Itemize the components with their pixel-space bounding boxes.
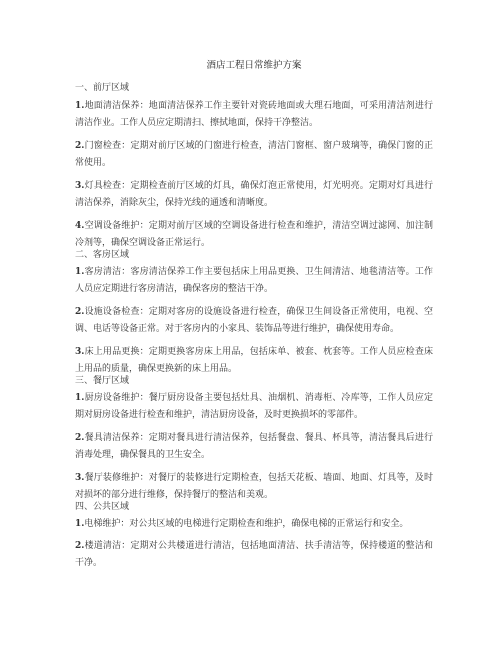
item-text: 门窗检查：定期对前厅区域的门窗进行检查，清洁门窗框、窗户玻璃等，确保门窗的正常使用。 [75, 141, 433, 168]
item-text: 餐厅装修维护：对餐厅的装修进行定期检查，包括天花板、墙面、地面、灯具等，及时对损坏的部分进行维修，保持餐厅的整洁和美观。 [75, 473, 433, 500]
item-text: 餐具清洁保养：定期对餐具进行清洁保养，包括餐盘、餐具、杯具等，清洁餐具后进行消毒处理，确保餐具的卫生安全。 [75, 433, 433, 460]
paragraph [75, 390, 433, 424]
item-number: 3. [75, 347, 85, 357]
item-text: 厨房设备维护：餐厅厨房设备主要包括灶具、油烟机、消毒柜、冷库等，工作人员应定期对厨房设备进行检查和维护，清洁厨房设备，及时更换损坏的零部件。 [75, 393, 433, 420]
item-text: 床上用品更换：定期更换客房床上用品，包括床单、被套、枕套等。工作人员应检查床上用品的质量，确保更换新的床上用品。 [75, 347, 433, 374]
paragraph [75, 304, 433, 338]
item-text: 客房清洁：客房清洁保养工作主要包括床上用品更换、卫生间清洁、地毯清洁等。工作人员应定期进行客房清洁，确保客房的整洁干净。 [75, 267, 433, 294]
item-number: 1. [75, 393, 85, 403]
section-heading-restaurant: 三、餐厅区域 [75, 376, 130, 386]
item-number: 3. [75, 473, 85, 483]
item-number: 4. [75, 221, 85, 231]
paragraph [75, 98, 433, 132]
paragraph [75, 430, 433, 464]
paragraph [75, 264, 433, 298]
paragraph [75, 538, 433, 572]
paragraph [75, 178, 433, 212]
paragraph [75, 516, 433, 533]
item-number: 2. [75, 141, 85, 151]
item-text: 地面清洁保养：地面清洁保养工作主要针对瓷砖地面或大理石地面，可采用清洁剂进行清洁作业。工作人员应定期清扫、擦拭地面，保持干净整洁。 [75, 101, 433, 128]
paragraph [75, 470, 433, 504]
item-number: 1. [75, 519, 85, 529]
item-number: 2. [75, 433, 85, 443]
item-text: 楼道清洁：定期对公共楼道进行清洁，包括地面清洁、扶手清洁等，保持楼道的整洁和干净。 [75, 541, 433, 568]
document-title: 酒店工程日常维护方案 [206, 60, 302, 71]
item-number: 1. [75, 101, 85, 111]
paragraph [75, 344, 433, 378]
item-number: 1. [75, 267, 85, 277]
item-text: 设施设备检查：定期对客房的设施设备进行检查，确保卫生间设备正常使用，电视、空调、电话等设备正常。对于客房内的小家具、装饰品等进行维护，确保使用寿命。 [75, 307, 433, 334]
item-number: 3. [75, 181, 85, 191]
item-text: 灯具检查：定期检查前厅区域的灯具，确保灯泡正常使用，灯光明亮。定期对灯具进行清洁保养，消除灰尘，保持光线的通透和清晰度。 [75, 181, 433, 208]
item-number: 2. [75, 541, 85, 551]
item-text: 电梯维护：对公共区域的电梯进行定期检查和维护，确保电梯的正常运行和安全。 [84, 519, 409, 529]
section-heading-front-hall: 一、前厅区域 [75, 83, 130, 93]
paragraph [75, 218, 433, 252]
item-text: 空调设备维护：定期对前厅区域的空调设备进行检查和维护，清洁空调过滤网、加注制冷剂等，确保空调设备正常运行。 [75, 221, 433, 248]
section-heading-guest-rooms: 二、客房区域 [75, 250, 130, 260]
paragraph [75, 138, 433, 172]
section-heading-public-areas: 四、公共区域 [75, 502, 130, 512]
item-number: 2. [75, 307, 85, 317]
